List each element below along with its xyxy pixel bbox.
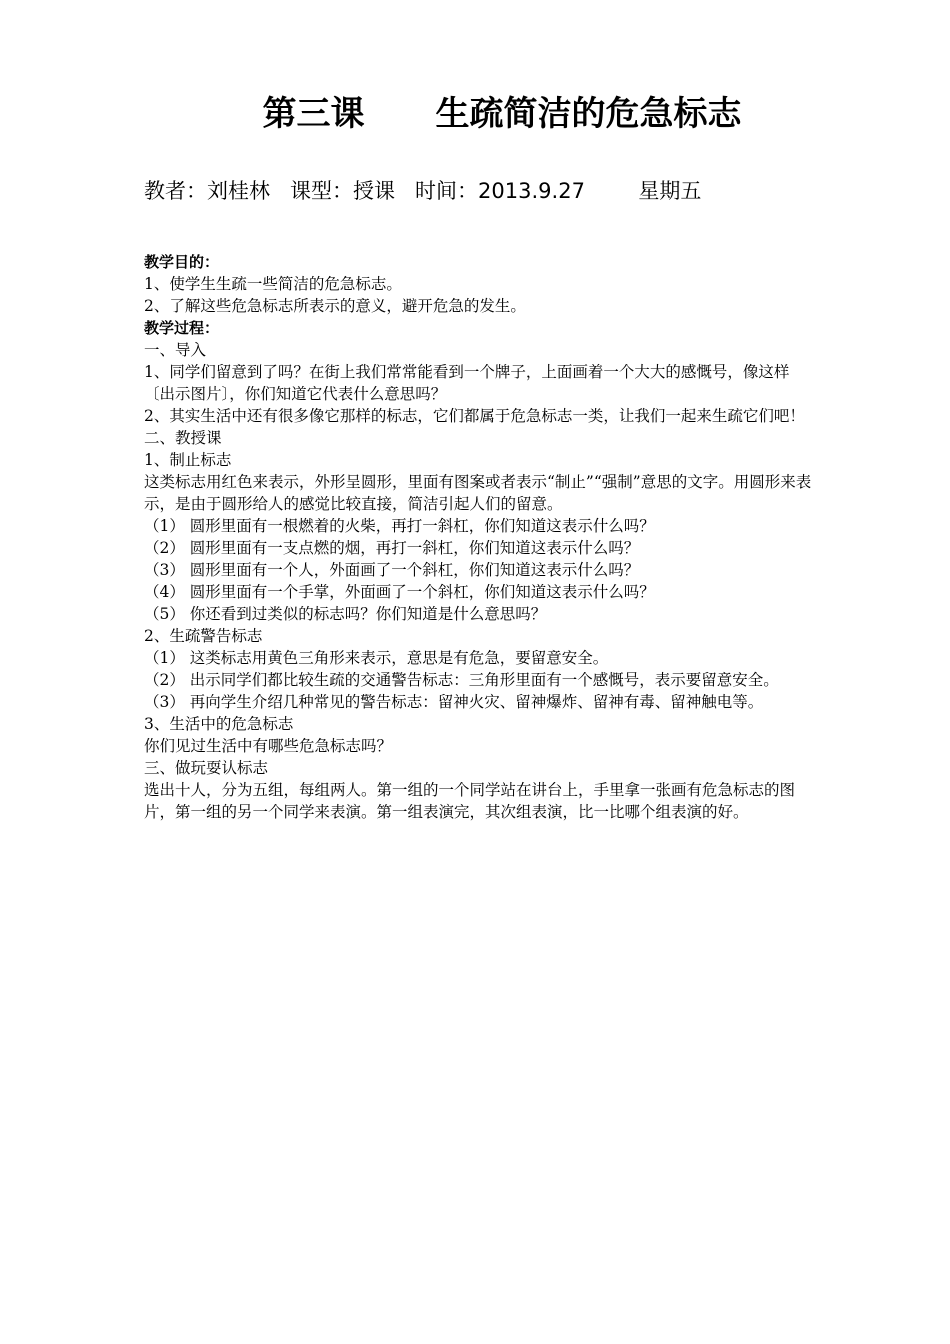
body-paragraph: （4） 圆形里面有一个手掌，外面画了一个斜杠，你们知道这表示什么吗？: [144, 583, 655, 601]
body-paragraph: 一、导入: [144, 341, 207, 359]
document-body: [144, 251, 816, 823]
body-paragraph: 1、制止标志: [144, 451, 232, 469]
body-paragraph: （1） 圆形里面有一根燃着的火柴，再打一斜杠，你们知道这表示什么吗？: [144, 517, 655, 535]
body-paragraph: （2） 出示同学们都比较生疏的交通警告标志：三角形里面有一个感慨号，表示要留意安全。: [144, 671, 779, 689]
body-paragraph: 2、生疏警告标志: [144, 627, 263, 645]
body-paragraph: （3） 圆形里面有一个人，外面画了一个斜杠，你们知道这表示什么吗？: [144, 561, 640, 579]
body-paragraph: 2、其实生活中还有很多像它那样的标志，它们都属于危急标志一类，让我们一起来生疏它们吧！: [144, 407, 805, 425]
body-paragraph: 选出十人，分为五组，每组两人。第一组的一个同学站在讲台上，手里拿一张画有危急标志的图片，第一组的另一个同学来表演。第一组表演完，其次组表演，比一比哪个组表演的好。: [144, 781, 796, 821]
body-paragraph: 你们见过生活中有哪些危急标志吗？: [144, 737, 393, 755]
body-paragraph: （2） 圆形里面有一支点燃的烟，再打一斜杠，你们知道这表示什么吗？: [144, 539, 640, 557]
body-paragraph: 三、做玩耍认标志: [144, 759, 269, 777]
body-paragraph: 3、生活中的危急标志: [144, 715, 294, 733]
body-paragraph: 2、了解这些危急标志所表示的意义，避开危急的发生。: [144, 297, 526, 315]
section-heading: 教学过程：: [144, 319, 220, 337]
document-title: 第三课 生疏简洁的危急标志: [262, 94, 742, 134]
body-paragraph: （3） 再向学生介绍几种常见的警告标志：留神火灾、留神爆炸、留神有毒、留神触电等。: [144, 693, 764, 711]
section-heading: 教学目的：: [144, 253, 220, 271]
body-paragraph: 二、教授课: [144, 429, 222, 447]
body-paragraph: 1、同学们留意到了吗？在街上我们常常能看到一个牌子，上面画着一个大大的感慨号，像这样〔出示图片〕，你们知道它代表什么意思吗？: [144, 363, 790, 403]
body-paragraph: 1、使学生生疏一些简洁的危急标志。: [144, 275, 402, 293]
lesson-meta-line: 教者：刘桂林 课型：授课 时间：2013.9.27 星期五: [144, 179, 702, 203]
body-paragraph: 这类标志用红色来表示，外形呈圆形，里面有图案或者表示“制止”“强制”意思的文字。用圆形来表示，是由于圆形给人的感觉比较直接，简洁引起人们的留意。: [144, 473, 812, 513]
body-paragraph: （5） 你还看到过类似的标志吗？你们知道是什么意思吗？: [144, 605, 547, 623]
body-paragraph: （1） 这类标志用黄色三角形来表示，意思是有危急，要留意安全。: [144, 649, 609, 667]
